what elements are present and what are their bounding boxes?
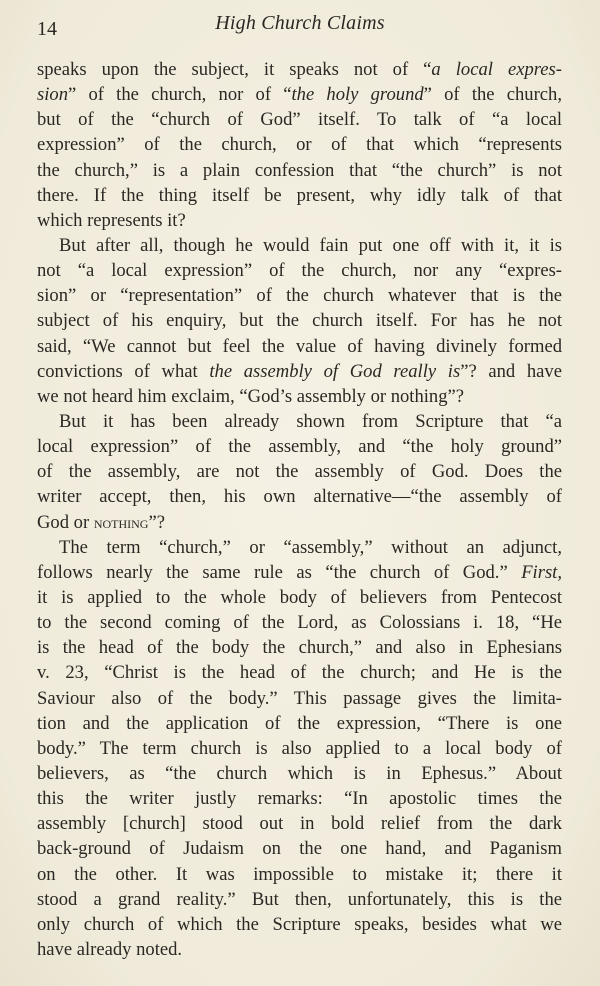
text-line — [37, 434, 562, 459]
text-line — [37, 660, 562, 685]
text-segment: on the other. It was impossible to mistake it; there it — [37, 863, 562, 885]
text-line — [37, 887, 562, 912]
paragraph — [37, 233, 562, 409]
text-segment: The term “church,” or “assembly,” without an adjunct, — [59, 536, 562, 558]
text-segment: believers, as “the church which is in Ephesus.” About — [37, 762, 562, 784]
text-segment: is the head of the body the church,” and also in Ephesians — [37, 637, 562, 659]
text-segment: v. 23, “Christ is the head of the church; and He is the — [37, 662, 562, 684]
text-line — [37, 208, 562, 233]
text-segment: said, “We cannot but feel the value of having divinely formed — [37, 335, 562, 357]
running-title: High Church Claims — [215, 12, 385, 34]
italic-text: the assembly of God really is — [209, 360, 461, 382]
text-line — [37, 57, 562, 82]
text-segment: But after all, though he would fain put one off with it, it is — [59, 234, 562, 256]
text-line — [37, 334, 562, 359]
text-line — [37, 459, 562, 484]
text-line — [37, 585, 562, 610]
text-line — [37, 233, 562, 258]
text-segment: this the writer justly remarks: “In apostolic times the — [37, 788, 562, 810]
text-segment: local expression” of the assembly, and “the holy ground” — [37, 436, 562, 458]
text-segment: convictions of what — [37, 360, 210, 382]
text-line — [37, 158, 562, 183]
text-segment: expression” of the church, or of that which “represents — [37, 134, 562, 156]
text-segment: But it has been already shown from Scripture that “a — [59, 410, 562, 432]
italic-text: the holy ground — [291, 84, 424, 106]
text-line — [37, 560, 562, 585]
text-line — [37, 635, 562, 660]
text-line — [37, 82, 562, 107]
text-segment: speaks upon the subject, it speaks not of “ — [37, 59, 432, 80]
text-segment: writer accept, then, his own alternative—“the assembly of — [37, 486, 562, 508]
text-line — [37, 811, 562, 836]
text-segment: body.” The term church is also applied to a local body of — [37, 737, 562, 759]
text-line — [37, 510, 562, 535]
text-segment: not “a local expression” of the church, nor any “expres- — [37, 260, 562, 282]
text-segment: follows nearly the same rule as “the church of God.” — [37, 561, 522, 583]
text-line — [37, 836, 562, 861]
text-segment: ”? and have — [460, 360, 562, 382]
italic-text: First, — [521, 561, 562, 583]
text-segment: back-ground of Judaism on the one hand, and Paganism — [37, 838, 562, 860]
text-line — [37, 409, 562, 434]
text-segment: stood a grand reality.” But then, unfortunately, this is the — [37, 888, 562, 910]
text-line — [37, 258, 562, 283]
text-line — [37, 384, 562, 409]
text-line — [37, 610, 562, 635]
paragraph — [37, 57, 562, 233]
text-segment: God or — [37, 511, 94, 533]
text-segment: of the assembly, are not the assembly of God. Does the — [37, 461, 562, 483]
text-segment: ” of the church, nor of “ — [68, 84, 292, 106]
text-line — [37, 912, 562, 937]
text-segment: ” of the church, — [423, 84, 562, 106]
paragraph — [37, 535, 562, 962]
text-segment: but of the “church of God” itself. To talk of “a local — [37, 109, 562, 131]
text-line — [37, 107, 562, 132]
text-segment: sion” or “representation” of the church whatever that is the — [37, 285, 562, 307]
text-line — [37, 937, 562, 962]
text-line — [37, 711, 562, 736]
text-line — [37, 761, 562, 786]
body-text — [37, 57, 562, 962]
text-line — [37, 359, 562, 384]
text-segment: it is applied to the whole body of believers from Pentecost — [37, 586, 562, 608]
text-line — [37, 308, 562, 333]
text-line — [37, 535, 562, 560]
text-line — [37, 484, 562, 509]
text-segment: have already noted. — [37, 938, 183, 960]
text-segment: there. If the thing itself be present, why idly talk of that — [37, 184, 562, 206]
small-caps-text: nothing — [93, 511, 149, 532]
text-segment: Saviour also of the body.” This passage gives the limita- — [37, 687, 562, 709]
text-line — [37, 132, 562, 157]
text-line — [37, 736, 562, 761]
text-segment: we not heard him exclaim, “God’s assembly or nothing”? — [37, 385, 465, 407]
text-segment: the church,” is a plain confession that “the church” is not — [37, 159, 562, 181]
text-line — [37, 283, 562, 308]
text-segment: subject of his enquiry, but the church itself. For has he not — [37, 310, 562, 332]
text-line — [37, 183, 562, 208]
text-segment: only church of which the Scripture speaks, besides what we — [37, 913, 562, 935]
text-line — [37, 786, 562, 811]
text-line — [37, 686, 562, 711]
paragraph — [37, 409, 562, 535]
page-number: 14 — [37, 18, 57, 40]
text-segment: assembly [church] stood out in bold relief from the dark — [37, 813, 562, 835]
text-segment: tion and the application of the expression, “There is one — [37, 712, 562, 734]
italic-text: sion — [37, 84, 68, 106]
italic-text: a local expres- — [431, 59, 562, 80]
text-line — [37, 862, 562, 887]
text-segment: to the second coming of the Lord, as Colossians i. 18, “He — [37, 612, 562, 634]
text-segment: ”? — [148, 511, 165, 533]
text-segment: which represents it? — [37, 209, 186, 231]
